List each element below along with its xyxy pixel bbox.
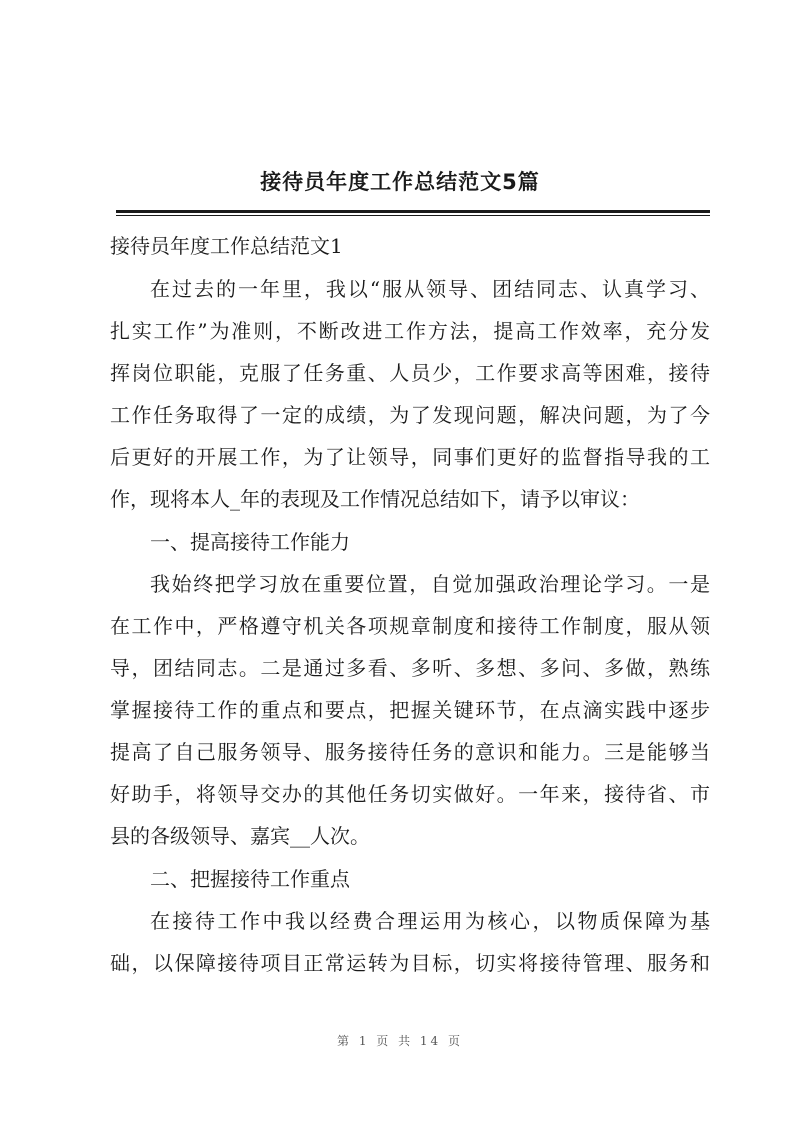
body-line: 挥岗位职能，克服了任务重、人员少，工作要求高等困难，接待 — [110, 361, 710, 385]
body-line: 础，以保障接待项目正常运转为目标，切实将接待管理、服务和 — [110, 951, 710, 975]
title-rule-thick — [116, 210, 710, 213]
section-heading: 接待员年度工作总结范文1 — [110, 234, 343, 258]
body-line: 县的各级领导、嘉宾__人次。 — [110, 824, 370, 848]
body-line: 在过去的一年里，我以“服从领导、团结同志、认真学习、 — [150, 277, 710, 301]
subsection-heading: 二、把握接待工作重点 — [150, 867, 350, 891]
subsection-heading: 一、提高接待工作能力 — [150, 530, 350, 554]
body-line: 好助手，将领导交办的其他任务切实做好。一年来，接待省、市 — [110, 782, 710, 806]
body-line: 工作任务取得了一定的成绩，为了发现问题，解决问题，为了今 — [110, 403, 710, 427]
body-line: 导，团结同志。二是通过多看、多听、多想、多问、多做，熟练 — [110, 656, 710, 680]
body-line: 提高了自己服务领导、服务接待任务的意识和能力。三是能够当 — [110, 740, 710, 764]
body-line: 我始终把学习放在重要位置，自觉加强政治理论学习。一是 — [150, 572, 710, 596]
body-line: 在接待工作中我以经费合理运用为核心，以物质保障为基 — [150, 909, 710, 933]
document-title: 接待员年度工作总结范文5篇 — [260, 170, 540, 194]
body-line: 在工作中，严格遵守机关各项规章制度和接待工作制度，服从领 — [110, 614, 710, 638]
page-footer: 第 1 页 共 14 页 — [337, 1034, 463, 1048]
body-line: 作，现将本人_年的表现及工作情况总结如下，请予以审议： — [110, 487, 640, 511]
body-line: 扎实工作”为准则，不断改进工作方法，提高工作效率，充分发 — [110, 319, 710, 343]
body-line: 掌握接待工作的重点和要点，把握关键环节，在点滴实践中逐步 — [110, 698, 710, 722]
body-line: 后更好的开展工作，为了让领导，同事们更好的监督指导我的工 — [110, 445, 710, 469]
title-rule-thin — [116, 215, 710, 216]
